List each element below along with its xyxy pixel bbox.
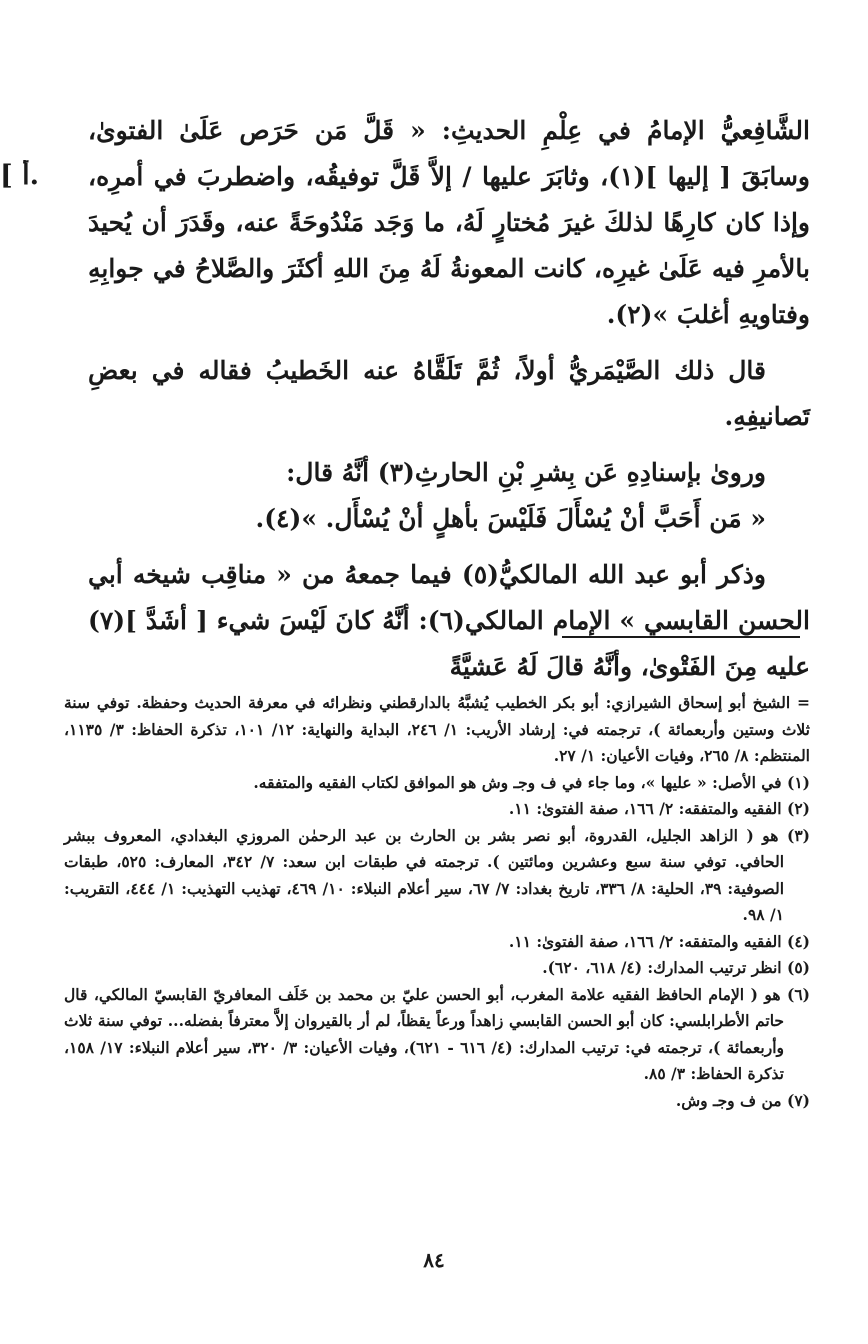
paragraph-bishr-quote: « مَن أَحَبَّ أنْ يُسْأَلَ فَلَيْسَ بأهلٍ أنْ يُسْأَل. »(٤). — [255, 504, 766, 533]
paragraph-bishr-isnad: وروىٰ بإسنادِهِ عَن بِشرِ بْنِ الحارثِ(٣) أنَّهُ قال: — [286, 458, 766, 487]
footnote-2: (٢) الفقيه والمتفقه: ٢/ ١٦٦، صفة الفتوىٰ: ١١. — [508, 799, 810, 818]
footnote-1: (١) في الأصل: « عليها »، وما جاء في ف وجـ وش هو الموافق لكتاب الفقيه والمتفقه. — [253, 772, 810, 792]
paragraph-saymari: قال ذلك الصَّيْمَريُّ أولاً، ثُمَّ تَلَقَّاهُ عنه الخَطيبُ فقاله في بعضِ تَصانيفِهِ. — [88, 356, 810, 431]
footnote-7: (٧) من ف وجـ وش. — [675, 1090, 810, 1110]
footnote-6: (٦) هو ( الإمام الحافظ الفقيه علامة المغرب، أبو الحسن عليّ بن محمد بن خَلَف المعافريّ القابسيّ المالكي، قال حاتم الأطرابلسي: كان أبو الحسن القابسي زاهداً ورعاً يقظاً، لم أر بالقيروان إلاَّ معترفاً بفضله... توفي سنة ثلاث وأربعمائة )، ترجمته في: ترتيب المدارك: (٤/ ٦١٦ - ٦٢١)، وفيات الأعيان: ٣/ ٣٢٠، سير أعلام النبلاء: ١٧/ ١٥٨، تذكرة الحفاظ: ٣/ ٨٥. — [64, 984, 810, 1083]
footnote-5: (٥) انظر ترتيب المدارك: (٤/ ٦١٨، ٦٢٠). — [542, 958, 810, 977]
footnote-4: (٤) الفقيه والمتفقه: ٢/ ١٦٦، صفة الفتوىٰ: ١١. — [508, 931, 810, 951]
margin-note: .أ ] — [0, 160, 40, 191]
main-text — [88, 108, 810, 690]
footnote-separator — [562, 636, 800, 638]
footnotes — [64, 690, 810, 1114]
footnote-carry-over: = الشيخ أبو إسحاق الشيرازي: أبو بكر الخطيب يُشبَّهُ بالدارقطني ونظرائه في معرفة الحديث وحفظة. توفي سنة ثلاث وستين وأربعمائة )، ترجمته في: إرشاد الأريب: ١/ ٢٤٦، البداية والنهاية: ١٢/ ١٠١، تذكرة الحفاظ: ٣/ ١١٣٥، المنتظم: ٨/ ٢٦٥، وفيات الأعيان: ١/ ٢٧. — [64, 693, 810, 765]
page-number: ٨٤ — [423, 1248, 445, 1272]
footnote-3: (٣) هو ( الزاهد الجليل، القدروة، أبو نصر بشر بن الحارث بن عبد الرحمٰن المروزي البغدادي، المعروف ببشر الحافي. توفي سنة سبع وعشرين ومائتين ). ترجمته في طبقات ابن سعد: ٧/ ٣٤٢، المعارف: ٥٢٥، طبقات الصوفية: ٣٩، الحلية: ٨/ ٣٣٦، تاريخ بغداد: ٧/ ٦٧، سير أعلام النبلاء: ١٠/ ٤٦٩، تهذيب التهذيب: ١/ ٤٤٤، التقريب: ١/ ٩٨. — [64, 825, 810, 924]
paragraph-shafii-quote: الشَّافِعيُّ الإمامُ في عِلْمِ الحديثِ: « قَلَّ مَن حَرَص عَلَىٰ الفتوىٰ، وسابَقَ [ إليها ](١)، وثابَرَ عليها / إلاَّ قَلَّ توفيقُه، واضطربَ في أمرِه، وإذا كان كارِهًا لذلكَ غيرَ مُختارٍ لَهُ، ما وَجَد مَنْدُوحَةً عنه، وقَدَرَ أن يُحيدَ بالأمرِ فيه عَلَىٰ غيرِه، كانت المعونةُ لَهُ مِنَ اللهِ أكثَرَ والصَّلاحُ في جوابِهِ وفتاويهِ أغلبَ »(٢). — [88, 116, 810, 329]
paragraph-maliki: وذكر أبو عبد الله المالكيُّ(٥) فيما جمعهُ من « مناقِب شيخه أبي الحسن القابسي » الإمام المالكي(٦): أنَّهُ كانَ لَيْسَ شيء [ أشَدَّ ](٧) عليه مِنَ الفَتْوىٰ، وأنَّهُ قالَ لَهُ عَشيَّةً — [88, 560, 810, 681]
